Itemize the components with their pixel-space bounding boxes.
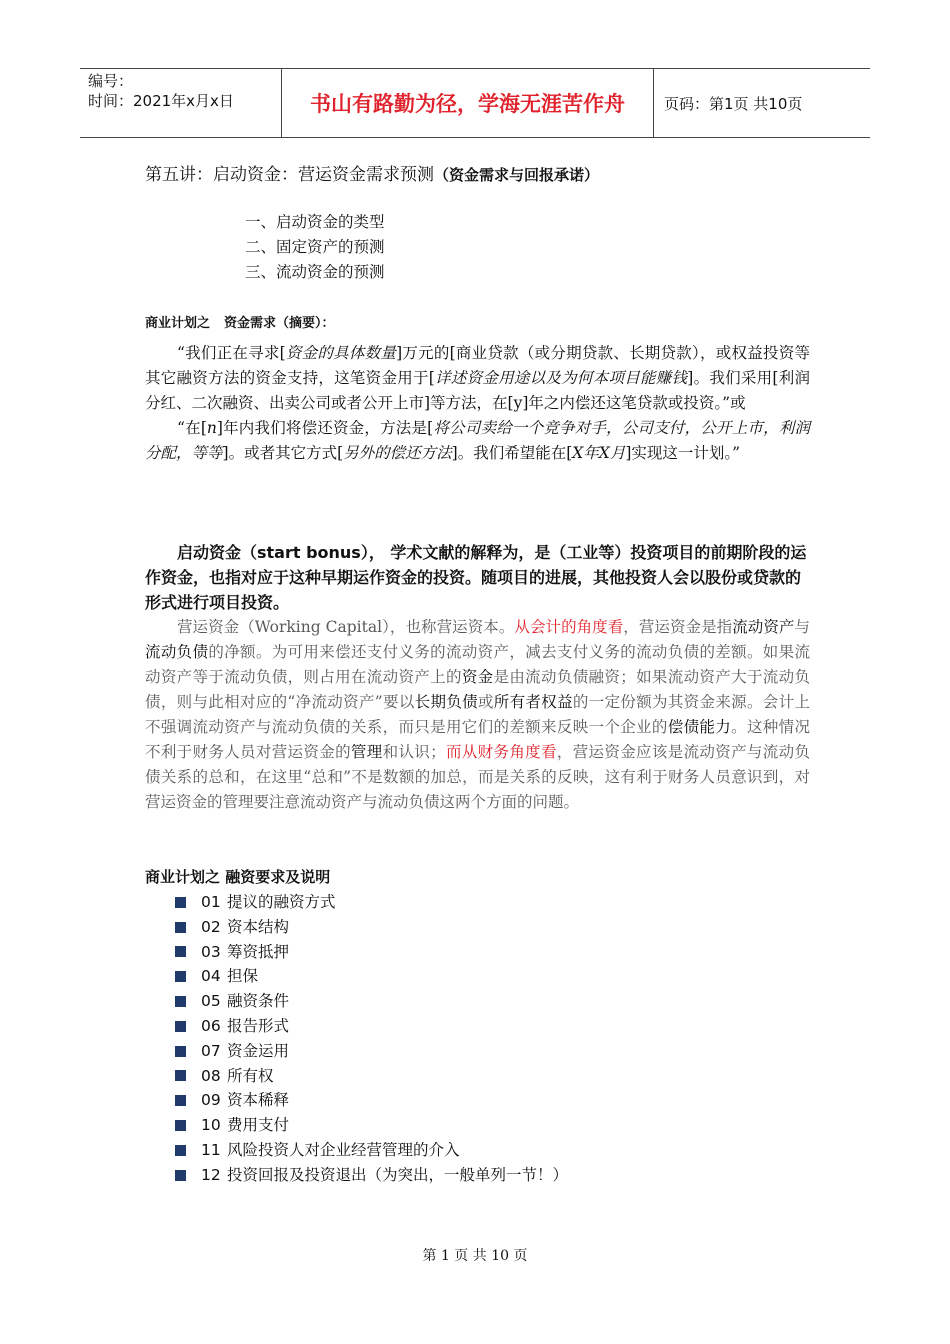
square-bullet-icon [175, 946, 186, 957]
list-item: 04 担保 [175, 964, 568, 989]
square-bullet-icon [175, 971, 186, 982]
list-item: 09 资本稀释 [175, 1088, 568, 1113]
header-page-info: 页码：第1页 共10页 [664, 94, 803, 113]
square-bullet-icon [175, 996, 186, 1007]
quote-paragraph: “我们正在寻求[资金的具体数量]万元的[商业贷款（或分期贷款、长期贷款），或权益投资等其它融资方法的资金支持，这笔资金用于[详述资金用途以及为何本项目能赚钱]。我们采用[利润分红、二次融资、出卖公司或者公开上市]等方法，在[y]年之内偿还这笔贷款或投资。”或 [145, 344, 810, 412]
quote-paragraph: “在[n]年内我们将偿还资金，方法是[将公司卖给一个竞争对手，公司支付，公开上市，利润分配，等等]。或者其它方式[另外的偿还方法]。我们希望能在[X年X月]实现这一计划。” [145, 419, 810, 462]
list-item: 12 投资回报及投资退出（为突出，一般单列一节！） [175, 1163, 568, 1188]
list-item: 02 资本结构 [175, 915, 568, 940]
header-table [80, 68, 870, 138]
title-sub: （资金需求与回报承诺） [434, 166, 600, 184]
list-item: 11 风险投资人对企业经营管理的介入 [175, 1138, 568, 1163]
toc-item: 二、固定资产的预测 [245, 238, 385, 256]
title-main: 第五讲：启动资金：营运资金需求预测 [145, 165, 434, 185]
working-capital-paragraph: 营运资金（Working Capital），也称营运资本。从会计的角度看，营运资金是指流动资产与流动负债的净额。为可用来偿还支付义务的流动资产，减去支付义务的流动负债的差额。如果流动资产等于流动负债，则占用在流动资产上的资金是由流动负债融资；如果流动资产大于流动负债，则与此相对应的“净流动资产”要以长期负债或所有者权益的一定份额为其资金来源。会计上不强调流动资产与流动负债的关系，而只是用它们的差额来反映一个企业的偿债能力。这种情况不利于财务人员对营运资金的管理和认识；而从财务角度看，营运资金应该是流动资产与流动负债关系的总和，在这里“总和”不是数额的加总，而是关系的反映，这有利于财务人员意识到，对营运资金的管理要注意流动资产与流动负债这两个方面的问题。 [145, 618, 810, 811]
financing-list [175, 890, 568, 1188]
square-bullet-icon [175, 1145, 186, 1156]
square-bullet-icon [175, 1170, 186, 1181]
list-item: 07 资金运用 [175, 1039, 568, 1064]
startup-capital-paragraph: 启动资金（start bonus）， 学术文献的解释为，是（工业等）投资项目的前期阶段的运作资金，也指对应于这种早期运作资金的投资。随项目的进展，其他投资人会以股份或贷款的形式进行项目投资。 [145, 543, 807, 612]
page-footer: 第 1 页 共 10 页 [422, 1248, 528, 1264]
section-heading-funding-summary: 商业计划之 资金需求（摘要）： [145, 316, 335, 331]
toc-item: 一、启动资金的类型 [245, 213, 385, 231]
list-item: 08 所有权 [175, 1064, 568, 1089]
square-bullet-icon [175, 1021, 186, 1032]
list-item: 01 提议的融资方式 [175, 890, 568, 915]
number-label: 编号： [88, 72, 134, 90]
square-bullet-icon [175, 922, 186, 933]
toc-item: 三、流动资金的预测 [245, 263, 385, 281]
square-bullet-icon [175, 897, 186, 908]
square-bullet-icon [175, 1120, 186, 1131]
list-item: 05 融资条件 [175, 989, 568, 1014]
list-item: 03 筹资抵押 [175, 940, 568, 965]
funding-quote [145, 341, 810, 466]
section-heading-financing: 商业计划之 融资要求及说明 [145, 868, 331, 886]
list-item: 06 报告形式 [175, 1014, 568, 1039]
square-bullet-icon [175, 1046, 186, 1057]
square-bullet-icon [175, 1070, 186, 1081]
square-bullet-icon [175, 1095, 186, 1106]
header-meta [80, 69, 282, 137]
toc-list [245, 210, 385, 285]
lecture-title [145, 160, 599, 185]
time-label: 时间：2021年x月x日 [88, 92, 234, 110]
list-item: 10 费用支付 [175, 1113, 568, 1138]
header-motto: 书山有路勤为径，学海无涯苦作舟 [282, 69, 654, 137]
